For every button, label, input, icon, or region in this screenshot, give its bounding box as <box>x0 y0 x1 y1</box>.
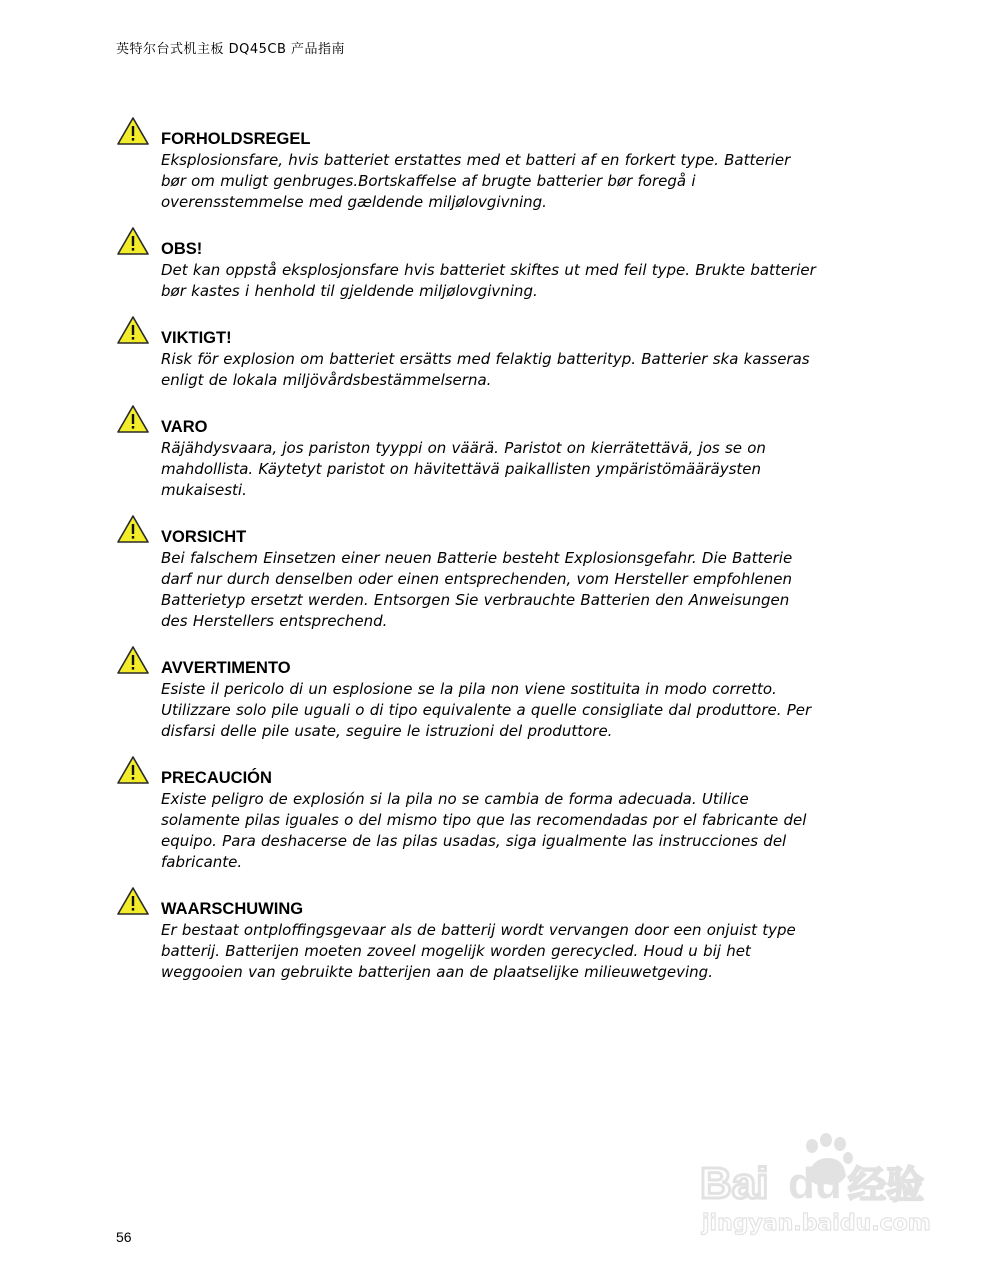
warning-triangle-icon <box>116 645 150 675</box>
warning-triangle-icon <box>116 755 150 785</box>
warning-body: Risk för explosion om batteriet ersätts med felaktig batterityp. Batterier ska kasseras enligt de lokala miljövårdsbestämmelserna. <box>161 350 810 389</box>
warning-triangle-icon <box>116 886 150 916</box>
warning-triangle-icon <box>116 315 150 345</box>
warning-body: Eksplosionsfare, hvis batteriet erstattes med et batteri af en forkert type. Batterier bør om muligt genbruges.Bortskaffelse af brugte batterier bør foregå i overensstemmelse med gældende miljølovgivning. <box>161 151 791 211</box>
svg-text:经验: 经验 <box>848 1163 925 1207</box>
warning-body: Existe peligro de explosión si la pila no se cambia de forma adecuada. Utilice solamente pilas iguales o del mismo tipo que las recomendadas por el fabricante del equipo. Para deshacerse de las pilas usadas, siga igualmente las instrucciones del fabricante. <box>161 790 807 871</box>
warning-title: WAARSCHUWING <box>161 900 304 918</box>
warning-title: FORHOLDSREGEL <box>161 130 311 148</box>
warning-title: OBS! <box>161 240 203 258</box>
warning-triangle-icon <box>116 226 150 256</box>
warning-title: VIKTIGT! <box>161 329 232 347</box>
warning-triangle-icon <box>116 404 150 434</box>
page-header: 英特尔台式机主板 DQ45CB 产品指南 <box>116 42 346 57</box>
warning-title: PRECAUCIÓN <box>161 769 272 787</box>
warning-body: Räjähdysvaara, jos pariston tyyppi on väärä. Paristot on kierrätettävä, jos se on mahdollista. Käytetyt paristot on hävitettävä paikallisten ympäristömääräysten mukaisesti. <box>161 439 766 499</box>
warning-title: VARO <box>161 418 208 436</box>
warning-title: AVVERTIMENTO <box>161 659 291 677</box>
warning-body: Bei falschem Einsetzen einer neuen Batterie besteht Explosionsgefahr. Die Batterie darf nur durch denselben oder einen entsprechenden, vom Hersteller empfohlenen Batterietyp ersetzt werden. Entsorgen Sie verbrauchte Batterien den Anweisungen des Herstellers entsprechend. <box>161 549 793 630</box>
warning-title: VORSICHT <box>161 528 247 546</box>
warning-body: Det kan oppstå eksplosjonsfare hvis batteriet skiftes ut med feil type. Brukte batterier bør kastes i henhold til gjeldende miljølovgivning. <box>161 261 816 300</box>
warning-body: Er bestaat ontploffingsgevaar als de batterij wordt vervangen door een onjuist type batterij. Batterijen moeten zoveel mogelijk worden gerecycled. Houd u bij het weggooien van gebruikte batterijen aan de plaatselijke milieuwetgeving. <box>161 921 796 981</box>
warning-triangle-icon <box>116 514 150 544</box>
svg-text:Bai: Bai <box>700 1159 769 1208</box>
warning-triangle-icon <box>116 116 150 146</box>
warning-body: Esiste il pericolo di un esplosione se la pila non viene sostituita in modo corretto. Utilizzare solo pile uguali o di tipo equivalente a quelle consigliate dal produttore. Per disfarsi delle pile usate, seguire le istruzioni del produttore. <box>161 680 812 740</box>
page-number: 56 <box>116 1229 132 1245</box>
baidu-watermark <box>700 1130 940 1240</box>
svg-text:jingyan.baidu.com: jingyan.baidu.com <box>702 1211 931 1236</box>
svg-text:du: du <box>788 1159 842 1208</box>
